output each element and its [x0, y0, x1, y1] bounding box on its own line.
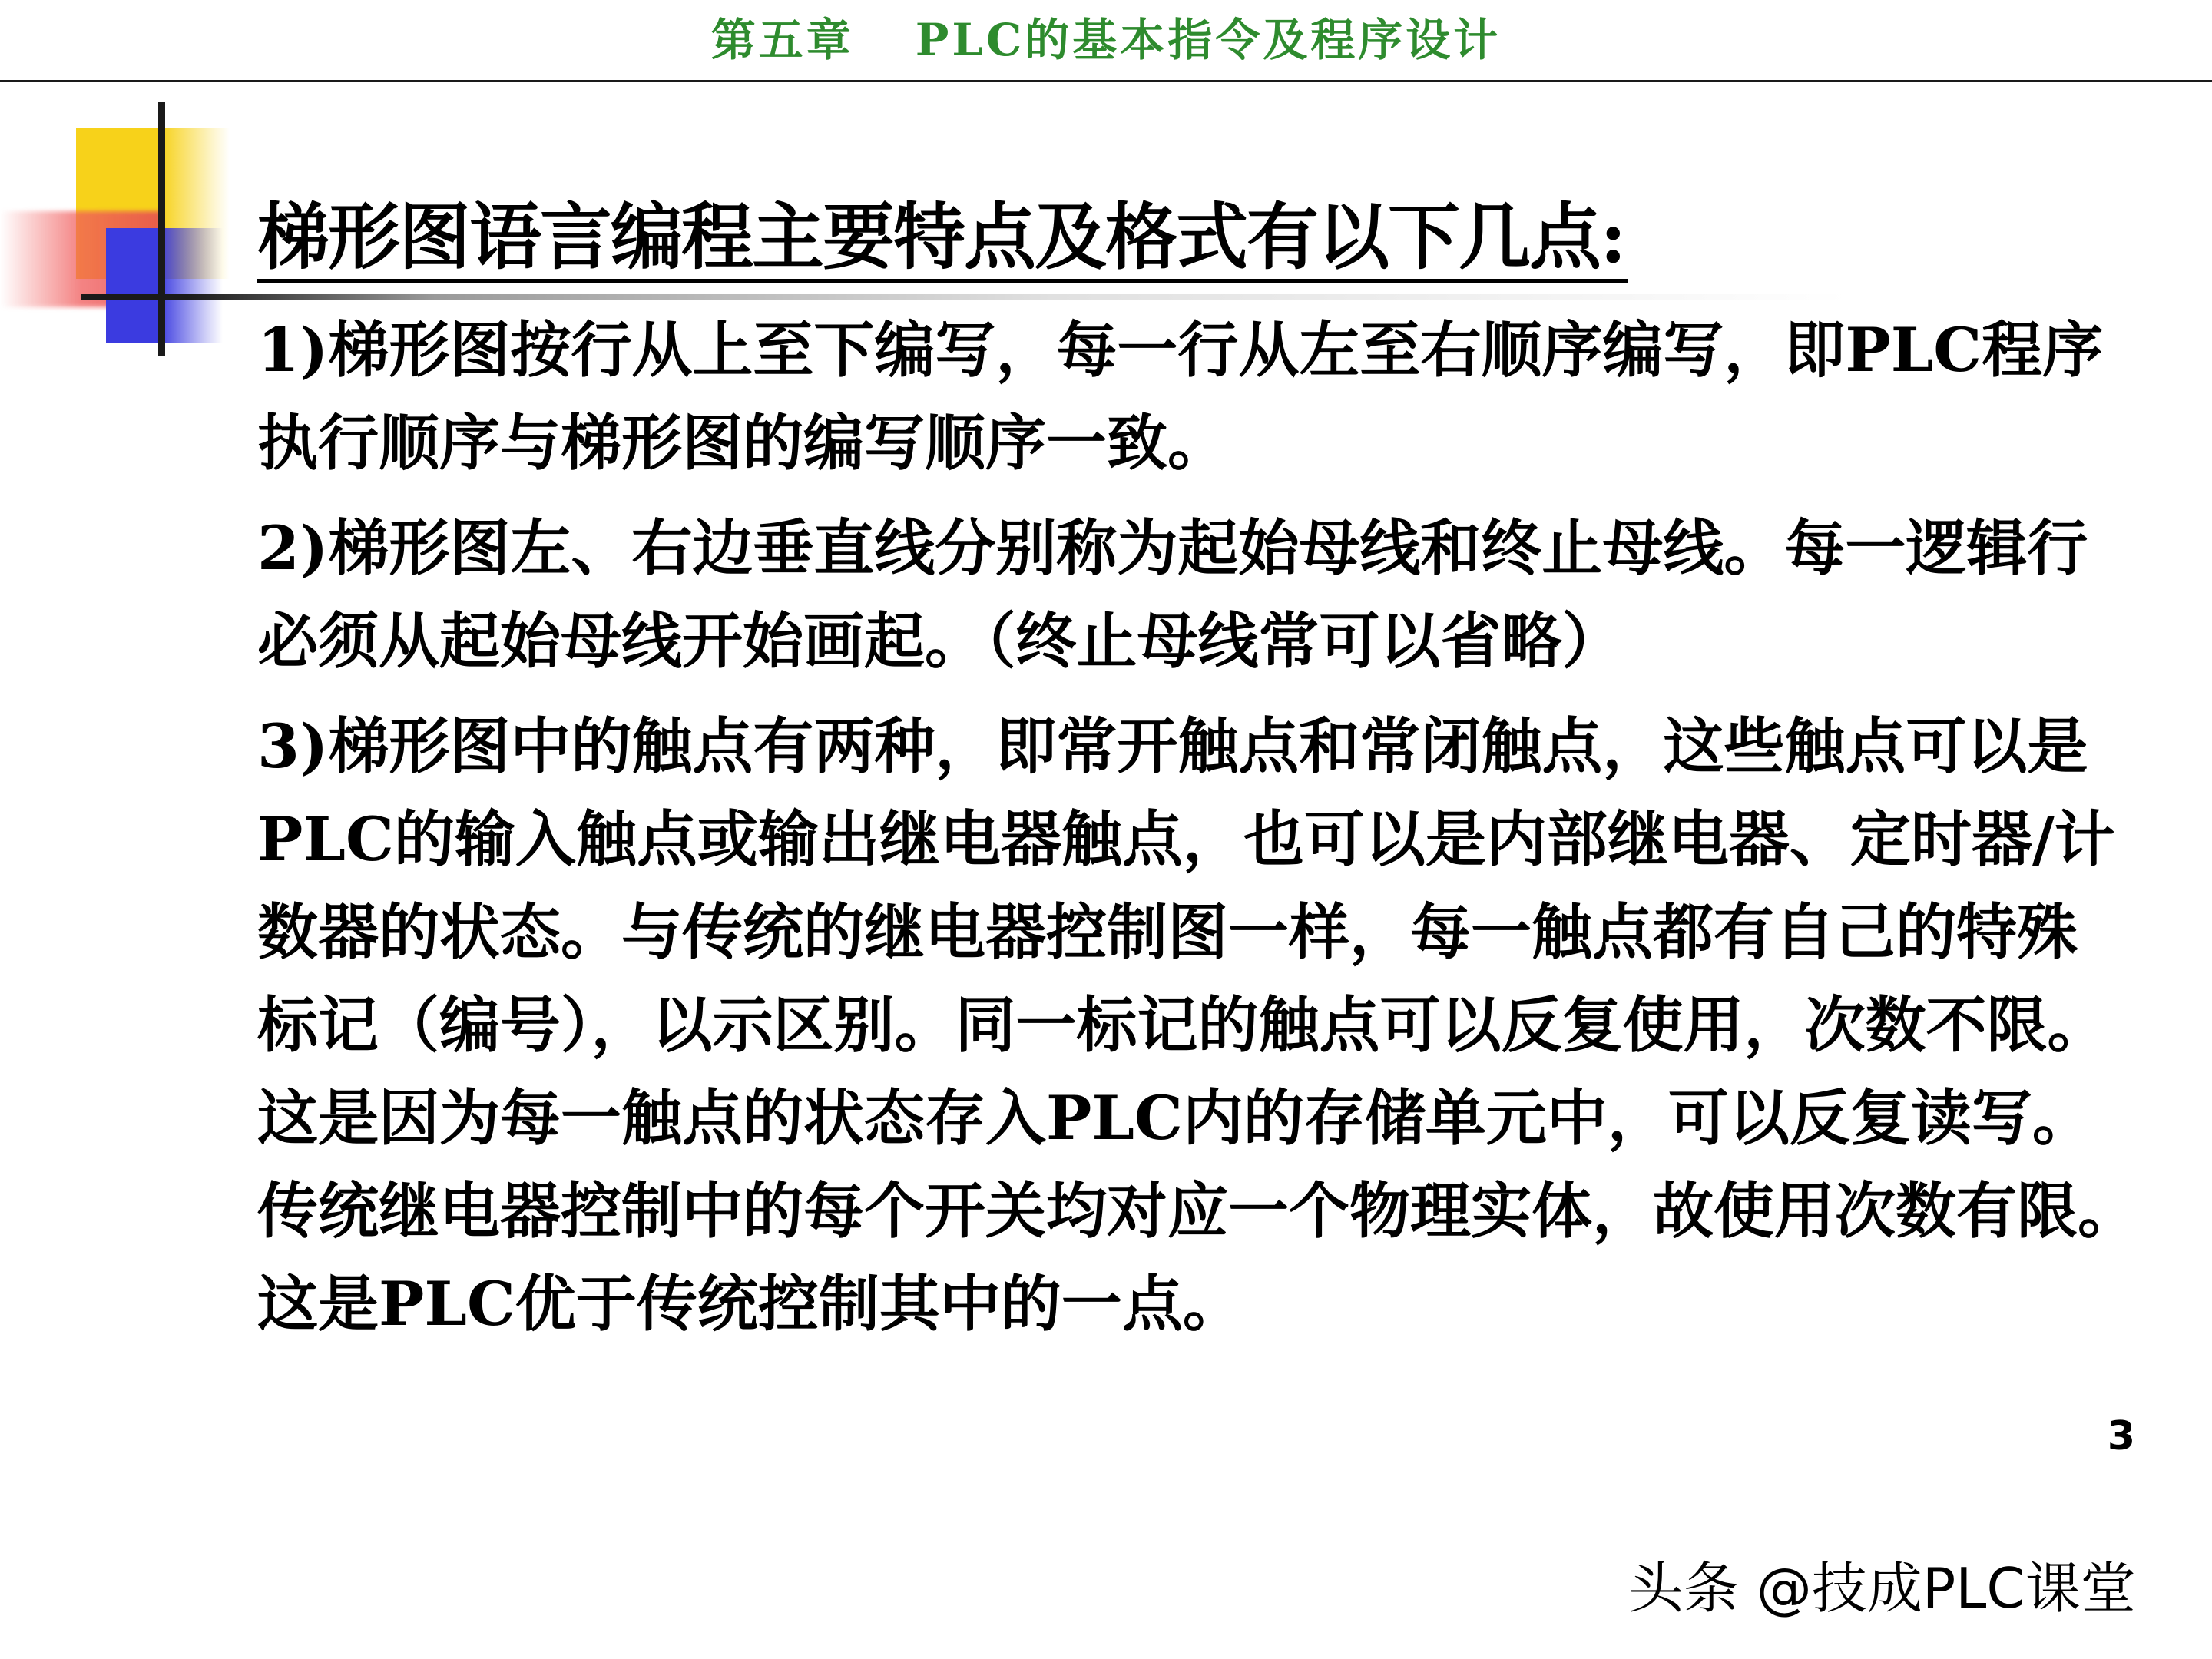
text-line: 执行顺序与梯形图的编写顺序一致。 — [257, 407, 1228, 478]
page-number: 3 — [2107, 1413, 2135, 1459]
text-line: 3)梯形图中的触点有两种，即常开触点和常闭触点，这些触点可以是 — [257, 710, 2088, 782]
slide-header — [0, 0, 2212, 82]
decor-vertical-line — [158, 102, 165, 356]
text-line: 这是因为每一触点的状态存入PLC内的存储单元中，可以反复读写。 — [257, 1082, 2093, 1154]
text-line: 数器的状态。与传统的继电器控制图一样，每一触点都有自己的特殊 — [257, 896, 2078, 968]
watermark: 头条 @技成PLC课堂 — [1628, 1556, 2136, 1621]
paragraph-3 — [257, 700, 2162, 1350]
paragraph-1 — [257, 303, 2162, 489]
chapter-label: 第五章 — [710, 14, 854, 66]
slide-title: 梯形图语言编程主要特点及格式有以下几点: — [257, 196, 1628, 283]
decor-horizontal-line — [81, 294, 1848, 300]
chapter-title: PLC的基本指令及程序设计 — [915, 14, 1502, 66]
text-line: 必须从起始母线开始画起。（终止母线常可以省略） — [257, 605, 1623, 677]
text-line: 1)梯形图按行从上至下编写，每一行从左至右顺序编写，即PLC程序 — [257, 314, 2104, 386]
paragraph-2 — [257, 502, 2162, 687]
text-line: 这是PLC优于传统控制其中的一点。 — [257, 1268, 1243, 1339]
text-line: 2)梯形图左、右边垂直线分别称为起始母线和终止母线。每一逻辑行 — [257, 512, 2088, 584]
text-line: 标记（编号），以示区别。同一标记的触点可以反复使用，次数不限。 — [257, 989, 2108, 1061]
slide-body — [257, 303, 2162, 1350]
text-line: 传统继电器控制中的每个开关均对应一个物理实体，故使用次数有限。 — [257, 1175, 2138, 1247]
text-line: PLC的输入触点或输出继电器触点，也可以是内部继电器、定时器/计 — [257, 803, 2115, 875]
